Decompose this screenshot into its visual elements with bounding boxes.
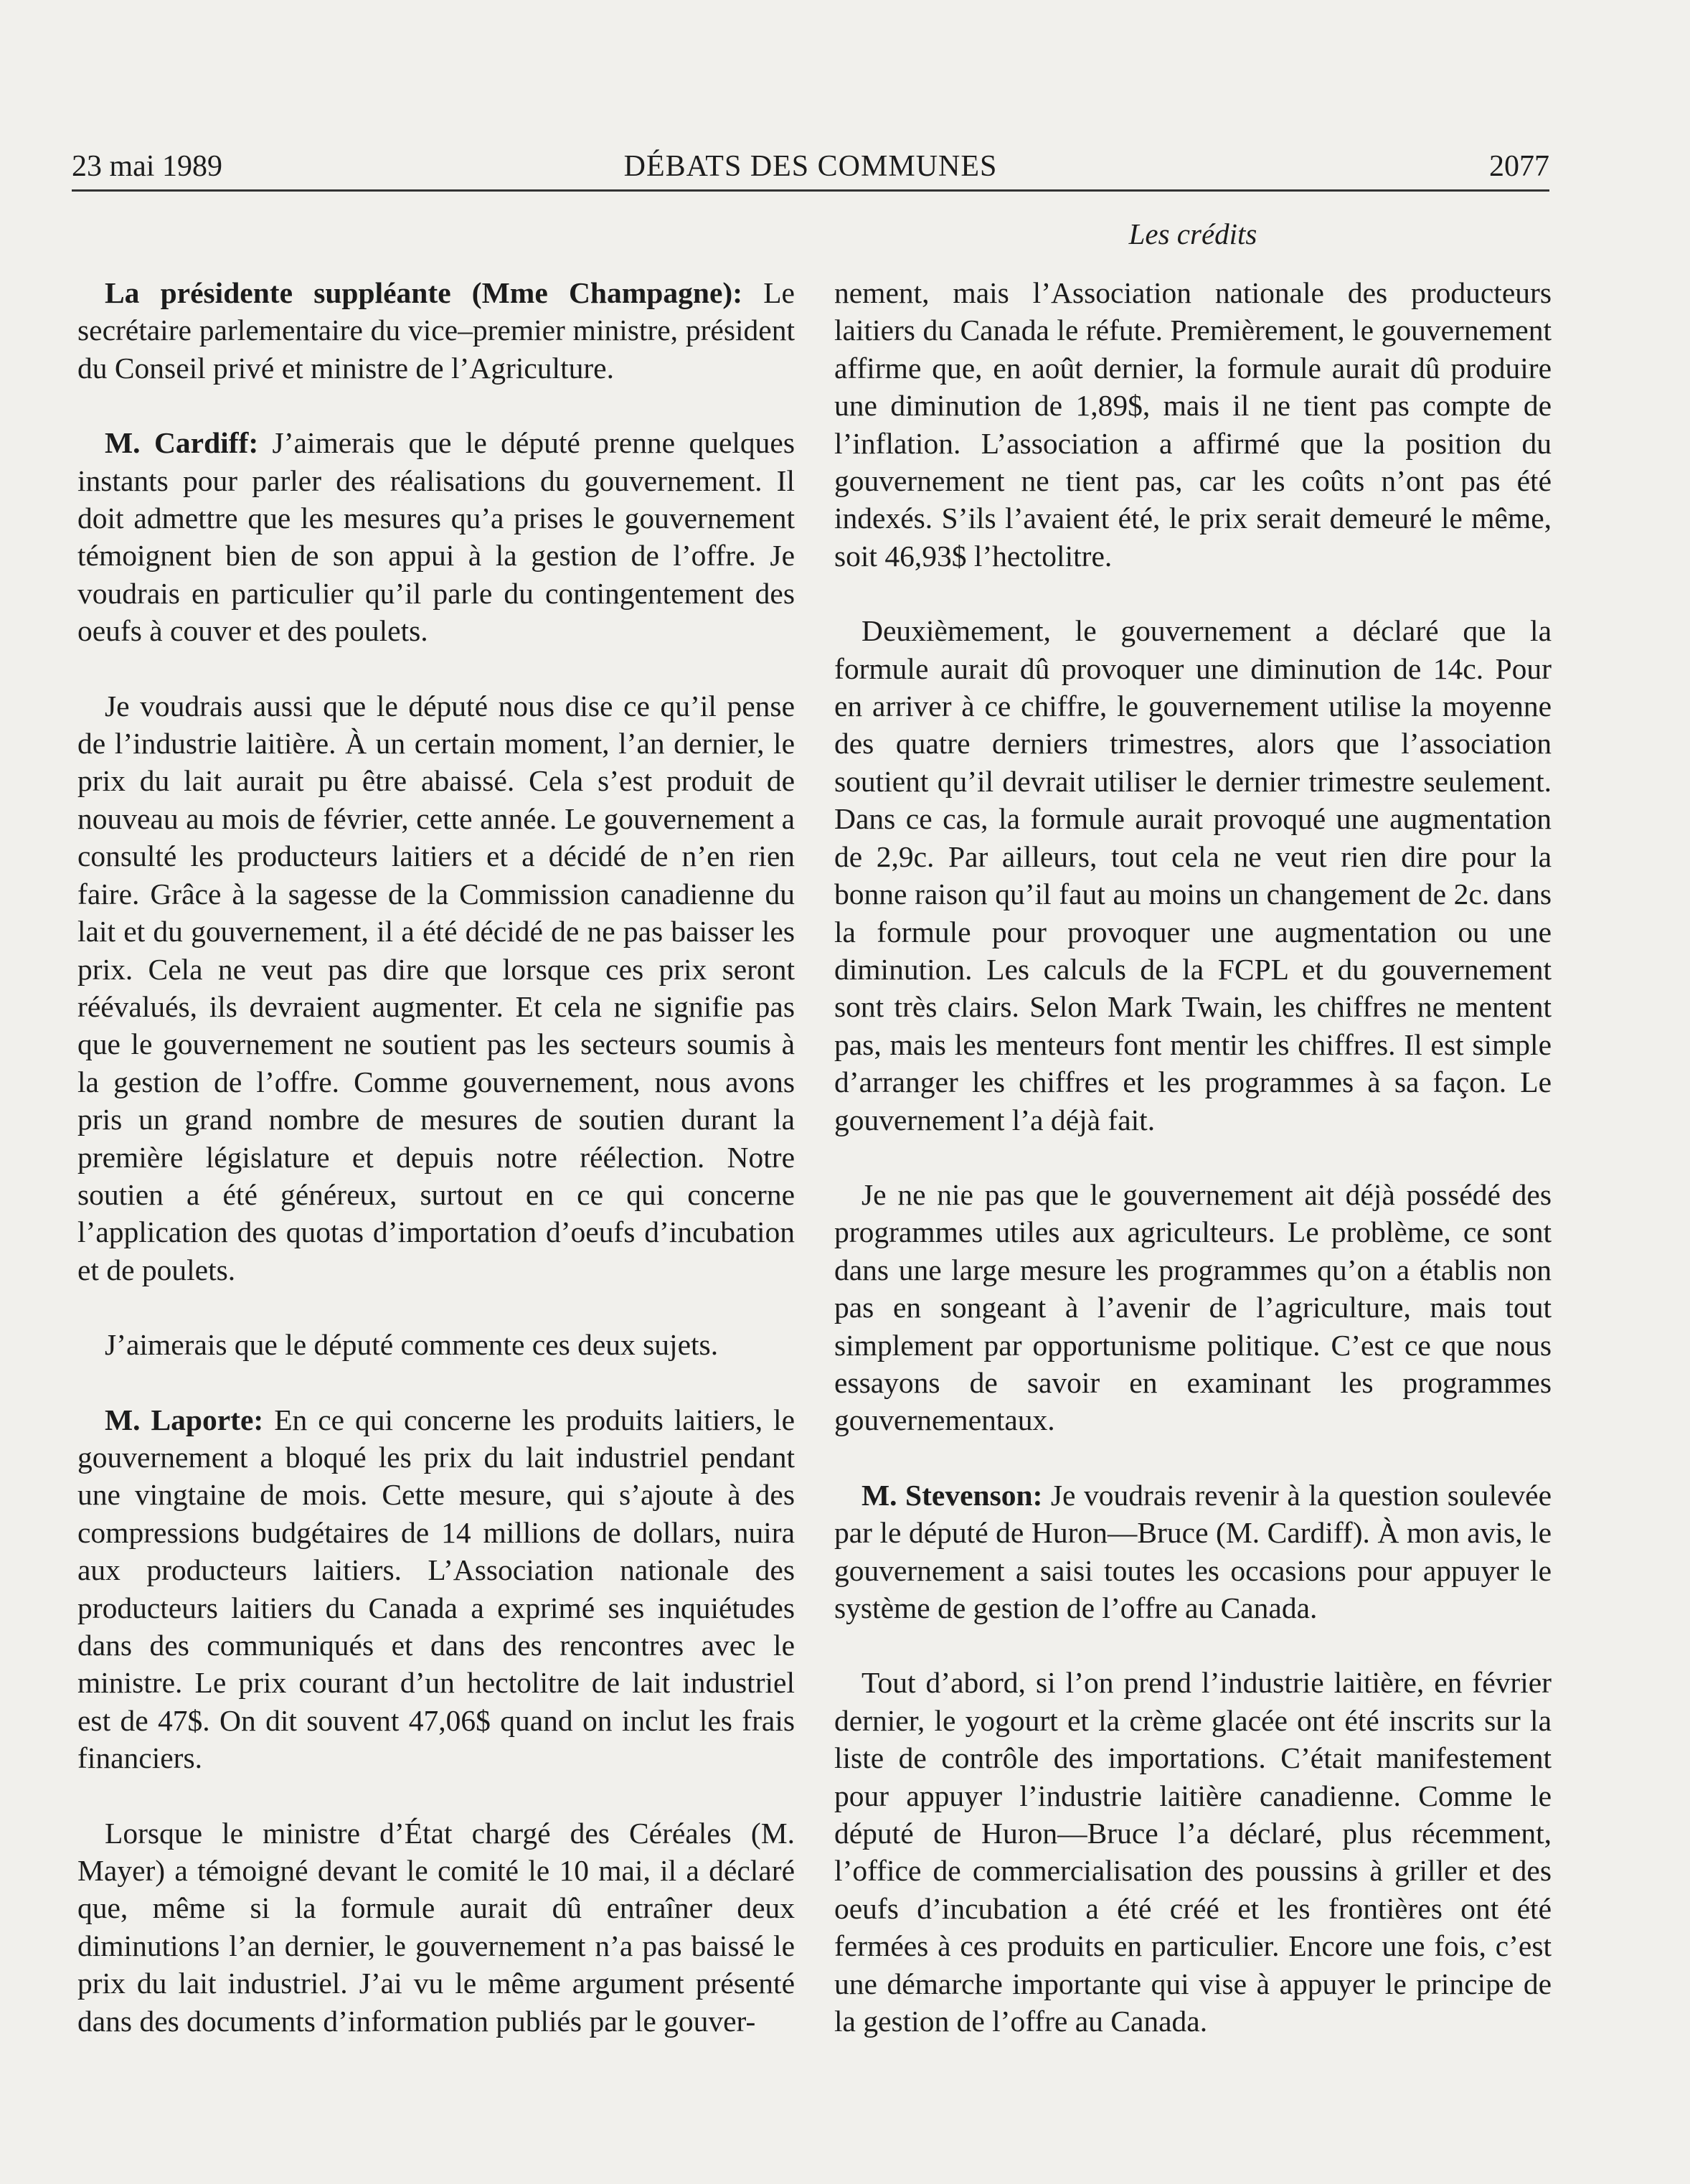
page-header bbox=[72, 143, 1549, 192]
paragraph-text: J’aimerais que le député prenne quelques instants pour parler des réalisations du gouvernement. Il doit admettre que les mesures qu’a prises le gouvernement témoignent bien de son appui à la gestion de l’offre. Je voudrais en particulier qu’il parle du contingentement des oeufs à couver et des poulets. bbox=[77, 426, 795, 648]
speaker-name: M. Cardiff: bbox=[105, 426, 259, 460]
paragraph-text: Deuxièmement, le gouvernement a déclaré que la formule aurait dû provoquer une diminution de 14c. Pour en arriver à ce chiffre, le gouvernement utilise la moyenne des quatre derniers trimestres, alors que l’association soutient qu’il devrait utiliser le dernier trimestre seulement. Dans ce cas, la formule aurait provoqué une augmentation de 2,9c. Par ailleurs, tout cela ne veut rien dire pour la bonne raison qu’il faut au moins un changement de 2c. dans la formule pour provoquer une augmentation ou une diminution. Les calculs de la FCPL et du gouvernement sont très clairs. Selon Mark Twain, les chiffres ne mentent pas, mais les menteurs font mentir les chiffres. Il est simple d’arranger les chiffres et les programmes à sa façon. Le gouvernement l’a déjà fait. bbox=[834, 614, 1552, 1136]
speaker-name: M. Stevenson: bbox=[861, 1478, 1043, 1512]
paragraph bbox=[834, 1477, 1552, 1627]
paragraph-text: Tout d’abord, si l’on prend l’industrie laitière, en février dernier, le yogourt et la crème glacée ont été inscrits sur la liste de contrôle des importations. C’était manifestement pour appuyer l’industrie laitière canadienne. Comme le député de Huron—Bruce l’a déclaré, plus récemment, l’office de commercialisation des poussins à griller et des oeufs d’incubation a été créé et les frontières ont été fermées à ces produits en particulier. Encore une fois, c’est une démarche importante qui vise à appuyer le principe de la gestion de l’offre au Canada. bbox=[834, 1666, 1552, 2038]
paragraph bbox=[77, 1401, 795, 1777]
page-number: 2077 bbox=[1489, 150, 1549, 183]
paragraph-text: En ce qui concerne les produits laitiers, le gouvernement a bloqué les prix du lait industriel pendant une vingtaine de mois. Cette mesure, qui s’ajoute à des compressions budgétaires de 14 millions de dollars, nuira aux producteurs laitiers. L’Association nationale des producteurs laitiers du Canada a exprimé ses inquiétudes dans des communiqués et dans des rencontres avec le ministre. Le prix courant d’un hectolitre de lait industriel est de 47$. On dit souvent 47,06$ quand on inclut les frais financiers. bbox=[77, 1403, 795, 1775]
paragraph bbox=[834, 612, 1552, 1139]
paragraph-text: J’aimerais que le député commente ces deux sujets. bbox=[105, 1328, 719, 1362]
paragraph-text: Je ne nie pas que le gouvernement ait déjà possédé des programmes utiles aux agriculteurs. Le problème, ce sont dans une large mesure les programmes qu’on a établis non pas en songeant à l’avenir de l’agriculture, mais tout simplement par opportunisme politique. C’est ce que nous essayons de savoir en examinant les programmes gouvernementaux. bbox=[834, 1177, 1552, 1437]
paragraph bbox=[77, 687, 795, 1289]
paragraph-text: Je voudrais revenir à la question soulevée par le député de Huron—Bruce (M. Cardiff). À mon avis, le gouvernement a saisi toutes les occasions pour appuyer le système de gestion de l’offre au Canada. bbox=[834, 1478, 1552, 1624]
paragraph bbox=[834, 274, 1552, 575]
right-column bbox=[834, 274, 1552, 2077]
paragraph bbox=[77, 274, 795, 387]
speaker-name: La présidente suppléante (Mme Champagne): bbox=[105, 276, 743, 309]
section-title: Les crédits bbox=[1128, 217, 1257, 250]
paragraph bbox=[77, 1326, 795, 1363]
paragraph-text: Je voudrais aussi que le député nous dise ce qu’il pense de l’industrie laitière. À un certain moment, l’an dernier, le prix du lait aurait pu être abaissé. Cela s’est produit de nouveau au mois de février, cette année. Le gouvernement a consulté les producteurs laitiers et a décidé de n’en rien faire. Grâce à la sagesse de la Commission canadienne du lait et du gouvernement, il a été décidé de ne pas baisser les prix. Cela ne veut pas dire que lorsque ces prix seront réévalués, ils devraient augmenter. Et cela ne signifie pas que le gouvernement ne soutient pas les secteurs soumis à la gestion de l’offre. Comme gouvernement, nous avons pris un grand nombre de mesures de soutien durant la première législature et depuis notre réélection. Notre soutien a été généreux, surtout en ce qui concerne l’application des quotas d’importation d’oeufs d’incubation et de poulets. bbox=[77, 689, 795, 1286]
header-date: 23 mai 1989 bbox=[72, 150, 222, 183]
paragraph-text: Lorsque le ministre d’État chargé des Céréales (M. Mayer) a témoigné devant le comité le 10 mai, il a déclaré que, même si la formule aurait dû entraîner deux diminutions l’an dernier, le gouvernement n’a pas baissé le prix du lait industriel. J’ai vu le même argument présenté dans des documents d’information publiés par le gouver- bbox=[77, 1816, 795, 2038]
paragraph bbox=[834, 1176, 1552, 1439]
paragraph bbox=[77, 1814, 795, 2040]
paragraph-text: nement, mais l’Association nationale des producteurs laitiers du Canada le réfute. Premièrement, le gouvernement affirme que, en août dernier, la formule aurait dû produire une diminution de 1,89$, mais il ne tient pas compte de l’inflation. L’association a affirmé que la position du gouvernement ne tient pas, car les coûts n’ont pas été indexés. S’ils l’avaient été, le prix serait demeuré le même, soit 46,93$ l’hectolitre. bbox=[834, 276, 1552, 573]
paragraph bbox=[77, 424, 795, 649]
paragraph bbox=[834, 1664, 1552, 2040]
left-column bbox=[77, 274, 795, 2077]
paragraph-text: Le secrétaire parlementaire du vice–premier ministre, président du Conseil privé et ministre de l’Agriculture. bbox=[77, 276, 795, 385]
header-title: DÉBATS DES COMMUNES bbox=[623, 150, 998, 183]
speaker-name: M. Laporte: bbox=[105, 1403, 264, 1436]
